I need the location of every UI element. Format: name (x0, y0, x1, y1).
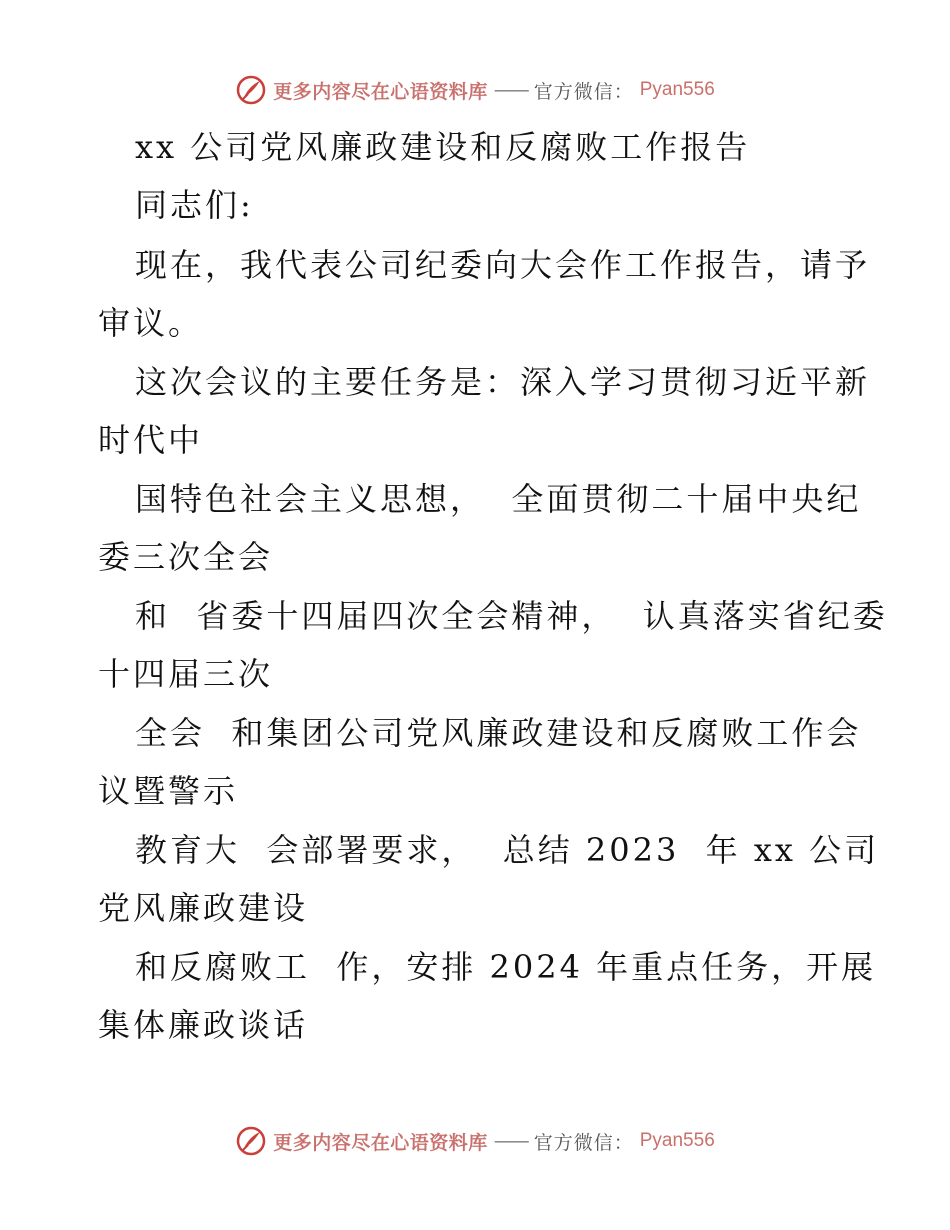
paragraph-line: 全会 和集团公司党风廉政建设和反腐败工作会 (135, 714, 862, 752)
footer-watermark (0, 1121, 950, 1161)
paragraph-line: 十四届三次 (98, 655, 274, 693)
watermark-official-label: 官方微信： (533, 80, 634, 103)
paragraph-line: 这次会议的主要任务是：深入学习贯彻习近平新 (135, 363, 871, 401)
watermark-account: Pyan556 (639, 1130, 715, 1151)
quill-logo-icon (235, 1125, 267, 1157)
paragraph-line: 党风廉政建设 (98, 889, 309, 927)
salutation: 同志们: (135, 186, 254, 224)
paragraph-line: 审议。 (98, 304, 204, 342)
watermark-dash: —— (493, 79, 528, 101)
watermark-account: Pyan556 (639, 79, 715, 100)
paragraph-line: 现在，我代表公司纪委向大会作工作报告，请予 (135, 246, 871, 284)
watermark-official-label: 官方微信： (533, 1131, 634, 1154)
paragraph-line: 国特色社会主义思想， 全面贯彻二十届中央纪 (135, 480, 862, 518)
paragraph-line: 教育大 会部署要求， 总结 2023 年 xx 公司 (135, 831, 880, 869)
watermark-dash: —— (493, 1130, 528, 1152)
watermark-brand: 更多内容尽在心语资料库 (273, 80, 488, 103)
paragraph-line: 集体廉政谈话 (98, 1006, 309, 1044)
paragraph-line: 和 省委十四届四次全会精神， 认真落实省纪委 (135, 597, 888, 635)
document-title: xx 公司党风廉政建设和反腐败工作报告 (135, 128, 751, 166)
watermark-brand: 更多内容尽在心语资料库 (273, 1131, 488, 1154)
paragraph-line: 时代中 (98, 421, 204, 459)
paragraph-line: 和反腐败工 作，安排 2024 年重点任务，开展 (135, 948, 877, 986)
paragraph-line: 议暨警示 (98, 772, 239, 810)
paragraph-line: 委三次全会 (98, 538, 274, 576)
